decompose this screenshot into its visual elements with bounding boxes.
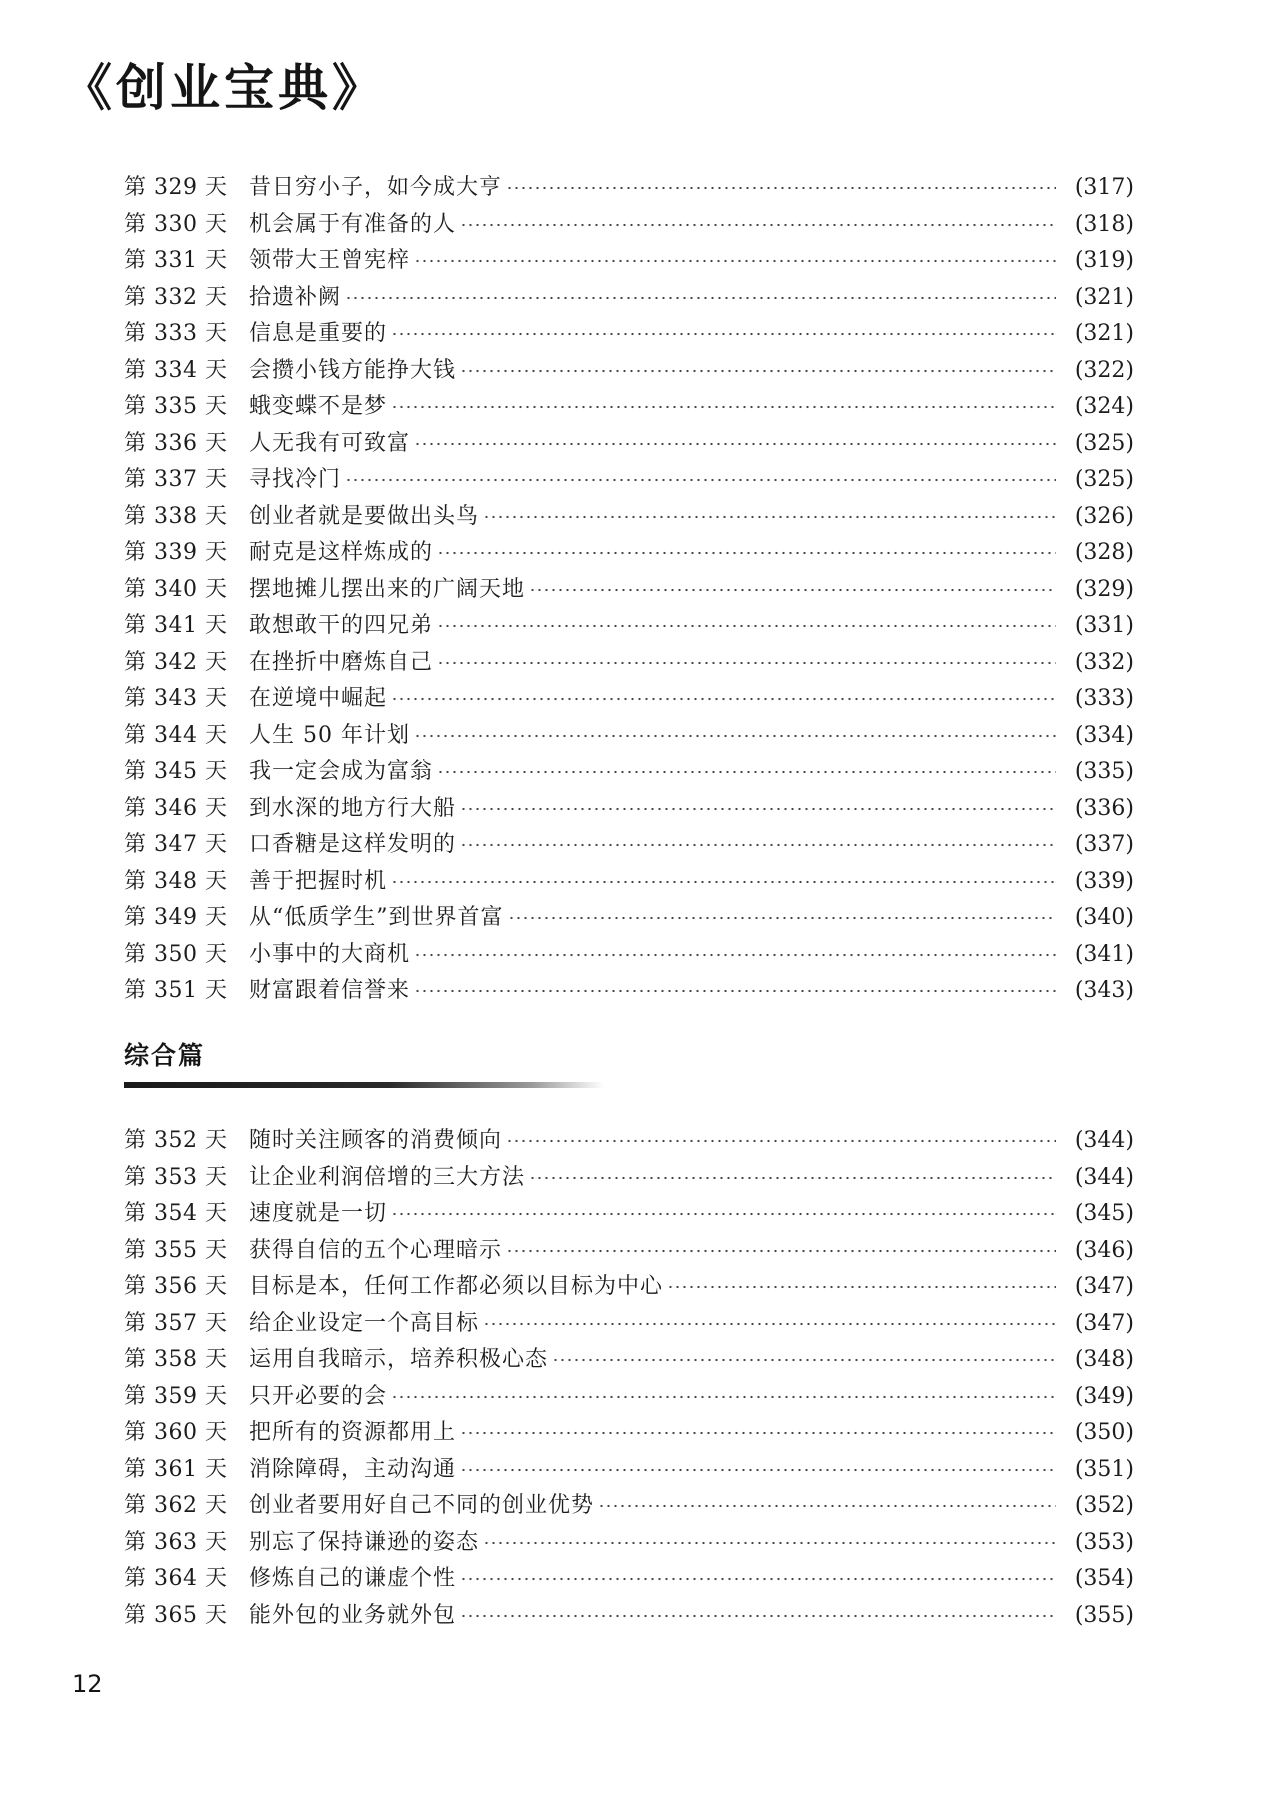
toc-entry-day: 第 333 天 bbox=[124, 321, 228, 346]
toc-entry bbox=[124, 426, 1134, 463]
toc-entry-day: 第 358 天 bbox=[124, 1347, 228, 1372]
toc-entry-day: 第 346 天 bbox=[124, 795, 228, 821]
toc-entry bbox=[124, 1269, 1134, 1306]
toc-entry-page: (325) bbox=[1074, 467, 1134, 492]
toc-dot-leader bbox=[667, 1285, 1056, 1289]
toc-entry bbox=[124, 1160, 1134, 1197]
toc-dot-leader bbox=[391, 880, 1056, 884]
toc-entry-day: 第 343 天 bbox=[124, 686, 228, 711]
toc-entry-title: 拾遗补阙 bbox=[249, 284, 342, 310]
toc-entry-day: 第 329 天 bbox=[124, 175, 228, 200]
toc-entry bbox=[124, 937, 1134, 974]
toc-entry-title: 把所有的资源都用上 bbox=[249, 1420, 457, 1445]
toc-entry bbox=[124, 1123, 1134, 1160]
toc-entry bbox=[124, 1488, 1134, 1525]
toc-entry bbox=[124, 207, 1134, 244]
toc-entry-page: (352) bbox=[1074, 1493, 1134, 1518]
toc-entry-day: 第 340 天 bbox=[124, 576, 228, 602]
toc-entry-day: 第 360 天 bbox=[124, 1420, 228, 1445]
toc-entry-page: (344) bbox=[1074, 1128, 1134, 1153]
toc-dot-leader bbox=[391, 332, 1056, 336]
toc-entry bbox=[124, 243, 1134, 280]
toc-dot-leader bbox=[437, 661, 1056, 665]
toc-entry bbox=[124, 462, 1134, 499]
toc-entry-day: 第 361 天 bbox=[124, 1456, 228, 1482]
page-number: 12 bbox=[72, 1670, 103, 1698]
toc-dot-leader bbox=[345, 296, 1056, 300]
toc-entry-title: 消除障碍，主动沟通 bbox=[249, 1456, 457, 1482]
toc-entry-title: 摆地摊儿摆出来的广阔天地 bbox=[249, 576, 526, 602]
toc-entry-day: 第 364 天 bbox=[124, 1566, 228, 1591]
toc-entry bbox=[124, 827, 1134, 864]
toc-dot-leader bbox=[508, 916, 1057, 920]
toc-entry-day: 第 356 天 bbox=[124, 1274, 228, 1299]
toc-entry-title: 寻找冷门 bbox=[249, 467, 342, 492]
toc-entry-title: 蛾变蝶不是梦 bbox=[249, 394, 388, 419]
toc-entry-page: (326) bbox=[1074, 503, 1134, 529]
toc-entry bbox=[124, 1306, 1134, 1343]
toc-entry bbox=[124, 170, 1134, 207]
toc-entry-title: 在挫折中磨炼自己 bbox=[249, 649, 434, 675]
toc-entry-day: 第 339 天 bbox=[124, 540, 228, 565]
toc-entry-page: (334) bbox=[1074, 722, 1134, 748]
toc-entry-day: 第 357 天 bbox=[124, 1310, 228, 1336]
toc-entry-day: 第 359 天 bbox=[124, 1383, 228, 1409]
toc-entry-day: 第 365 天 bbox=[124, 1602, 228, 1628]
toc-entry bbox=[124, 1415, 1134, 1452]
toc-entry bbox=[124, 681, 1134, 718]
toc-entry-page: (340) bbox=[1074, 905, 1134, 930]
toc-entry-page: (339) bbox=[1074, 868, 1134, 894]
toc-entry bbox=[124, 645, 1134, 682]
toc-entry bbox=[124, 1452, 1134, 1489]
toc-entry bbox=[124, 864, 1134, 901]
toc-entry-title: 创业者就是要做出头鸟 bbox=[249, 503, 480, 529]
section-heading-rule bbox=[124, 1082, 604, 1088]
toc-entry-page: (336) bbox=[1074, 795, 1134, 821]
toc-entry-page: (328) bbox=[1074, 540, 1134, 565]
toc-entry-day: 第 331 天 bbox=[124, 248, 228, 273]
toc-dot-leader bbox=[460, 369, 1056, 373]
toc-entry-day: 第 342 天 bbox=[124, 649, 228, 675]
toc-entry-title: 会攒小钱方能挣大钱 bbox=[249, 357, 457, 383]
toc-entry-title: 昔日穷小子，如今成大亨 bbox=[249, 175, 503, 200]
toc-entry-title: 获得自信的五个心理暗示 bbox=[249, 1237, 503, 1263]
toc-entry-page: (347) bbox=[1074, 1274, 1134, 1299]
toc-entry bbox=[124, 718, 1134, 755]
toc-entry-title: 口香糖是这样发明的 bbox=[249, 832, 457, 857]
toc-list-section-two bbox=[124, 1123, 1134, 1634]
toc-entry-page: (347) bbox=[1074, 1310, 1134, 1336]
toc-entry-day: 第 338 天 bbox=[124, 503, 228, 529]
toc-dot-leader bbox=[506, 1139, 1056, 1143]
toc-entry-title: 财富跟着信誉来 bbox=[249, 978, 411, 1003]
book-title: 《创业宝典》 bbox=[62, 58, 386, 117]
toc-entry-day: 第 344 天 bbox=[124, 722, 228, 748]
toc-entry-title: 善于把握时机 bbox=[249, 868, 388, 894]
toc-entry-page: (325) bbox=[1074, 430, 1134, 456]
toc-entry-title: 人生 50 年计划 bbox=[249, 722, 410, 748]
toc-entry-title: 别忘了保持谦逊的姿态 bbox=[249, 1529, 480, 1555]
toc-entry bbox=[124, 608, 1134, 645]
toc-entry-day: 第 355 天 bbox=[124, 1237, 228, 1263]
toc-entry-page: (321) bbox=[1074, 321, 1134, 346]
toc-dot-leader bbox=[391, 1212, 1056, 1216]
toc-entry bbox=[124, 1379, 1134, 1416]
toc-entry bbox=[124, 1233, 1134, 1270]
toc-dot-leader bbox=[552, 1358, 1056, 1362]
toc-entry bbox=[124, 1525, 1134, 1562]
toc-entry-title: 机会属于有准备的人 bbox=[249, 211, 457, 237]
toc-entry-title: 给企业设定一个高目标 bbox=[249, 1310, 480, 1336]
toc-entry bbox=[124, 900, 1134, 937]
toc-entry bbox=[124, 535, 1134, 572]
toc-entry-page: (329) bbox=[1074, 576, 1134, 602]
toc-entry-page: (322) bbox=[1074, 357, 1134, 383]
toc-entry-day: 第 345 天 bbox=[124, 759, 228, 784]
toc-entry-title: 速度就是一切 bbox=[249, 1201, 388, 1226]
toc-entry-day: 第 349 天 bbox=[124, 905, 228, 930]
toc-entry-day: 第 341 天 bbox=[124, 613, 228, 638]
toc-entry-title: 人无我有可致富 bbox=[249, 430, 411, 456]
toc-entry-title: 耐克是这样炼成的 bbox=[249, 540, 434, 565]
toc-entry bbox=[124, 754, 1134, 791]
toc-entry-page: (350) bbox=[1074, 1420, 1134, 1445]
toc-entry-page: (355) bbox=[1074, 1602, 1134, 1628]
toc-entry-title: 在逆境中崛起 bbox=[249, 686, 388, 711]
toc-entry bbox=[124, 389, 1134, 426]
toc-entry-day: 第 330 天 bbox=[124, 211, 228, 237]
toc-entry-day: 第 354 天 bbox=[124, 1201, 228, 1226]
toc-entry-title: 随时关注顾客的消费倾向 bbox=[249, 1128, 503, 1153]
toc-entry-title: 让企业利润倍增的三大方法 bbox=[249, 1164, 526, 1190]
toc-dot-leader bbox=[506, 186, 1056, 190]
toc-entry-page: (343) bbox=[1074, 978, 1134, 1003]
toc-dot-leader bbox=[483, 515, 1056, 519]
toc-dot-leader bbox=[345, 478, 1056, 482]
toc-entry-page: (321) bbox=[1074, 284, 1134, 310]
toc-entry-title: 从“低质学生”到世界首富 bbox=[249, 905, 504, 930]
toc-dot-leader bbox=[483, 1541, 1056, 1545]
toc-entry-page: (319) bbox=[1074, 248, 1134, 273]
toc-entry bbox=[124, 1561, 1134, 1598]
toc-dot-leader bbox=[460, 1431, 1056, 1435]
toc-entry-page: (354) bbox=[1074, 1566, 1134, 1591]
toc-entry-day: 第 332 天 bbox=[124, 284, 228, 310]
toc-entry-title: 运用自我暗示，培养积极心态 bbox=[249, 1347, 549, 1372]
toc-entry-page: (348) bbox=[1074, 1347, 1134, 1372]
toc-entry-page: (335) bbox=[1074, 759, 1134, 784]
toc-entry-page: (337) bbox=[1074, 832, 1134, 857]
toc-entry-page: (332) bbox=[1074, 649, 1134, 675]
toc-dot-leader bbox=[437, 551, 1056, 555]
toc-entry-page: (346) bbox=[1074, 1237, 1134, 1263]
toc-dot-leader bbox=[391, 697, 1056, 701]
toc-entry-page: (318) bbox=[1074, 211, 1134, 237]
toc-entry-day: 第 334 天 bbox=[124, 357, 228, 383]
toc-dot-leader bbox=[414, 259, 1056, 263]
toc-entry-day: 第 347 天 bbox=[124, 832, 228, 857]
toc-entry-title: 目标是本，任何工作都必须以目标为中心 bbox=[249, 1274, 664, 1299]
toc-entry-page: (353) bbox=[1074, 1529, 1134, 1555]
toc-dot-leader bbox=[414, 442, 1056, 446]
toc-entry-page: (345) bbox=[1074, 1201, 1134, 1226]
toc-entry-page: (344) bbox=[1074, 1164, 1134, 1190]
toc-entry bbox=[124, 791, 1134, 828]
toc-entry bbox=[124, 572, 1134, 609]
toc-dot-leader bbox=[414, 989, 1056, 993]
toc-entry bbox=[124, 280, 1134, 317]
toc-entry-day: 第 362 天 bbox=[124, 1493, 228, 1518]
toc-dot-leader bbox=[460, 1577, 1056, 1581]
toc-entry-title: 能外包的业务就外包 bbox=[249, 1602, 457, 1628]
toc-dot-leader bbox=[483, 1322, 1056, 1326]
toc-entry-day: 第 348 天 bbox=[124, 868, 228, 894]
toc-dot-leader bbox=[414, 734, 1056, 738]
toc-entry-title: 领带大王曾宪梓 bbox=[249, 248, 411, 273]
toc-entry-day: 第 351 天 bbox=[124, 978, 228, 1003]
toc-entry-day: 第 363 天 bbox=[124, 1529, 228, 1555]
toc-entry-page: (349) bbox=[1074, 1383, 1134, 1409]
toc-entry bbox=[124, 1598, 1134, 1635]
toc-dot-leader bbox=[391, 1395, 1056, 1399]
toc-entry bbox=[124, 316, 1134, 353]
toc-dot-leader bbox=[460, 223, 1056, 227]
toc-entry-day: 第 353 天 bbox=[124, 1164, 228, 1190]
toc-entry-title: 只开必要的会 bbox=[249, 1383, 388, 1409]
toc-entry-day: 第 352 天 bbox=[124, 1128, 228, 1153]
toc-entry bbox=[124, 1342, 1134, 1379]
toc-entry-day: 第 336 天 bbox=[124, 430, 228, 456]
toc-dot-leader bbox=[437, 770, 1056, 774]
toc-dot-leader bbox=[529, 588, 1056, 592]
toc-dot-leader bbox=[460, 843, 1056, 847]
toc-dot-leader bbox=[460, 1614, 1056, 1618]
toc-dot-leader bbox=[460, 807, 1056, 811]
toc-entry-day: 第 335 天 bbox=[124, 394, 228, 419]
toc-entry-page: (324) bbox=[1074, 394, 1134, 419]
toc-dot-leader bbox=[391, 405, 1056, 409]
toc-dot-leader bbox=[414, 953, 1056, 957]
toc-entry-page: (331) bbox=[1074, 613, 1134, 638]
toc-entry bbox=[124, 499, 1134, 536]
toc-entry-day: 第 350 天 bbox=[124, 941, 228, 967]
toc-dot-leader bbox=[529, 1176, 1056, 1180]
toc-entry-page: (351) bbox=[1074, 1456, 1134, 1482]
toc-entry bbox=[124, 973, 1134, 1010]
toc-entry-page: (317) bbox=[1074, 175, 1134, 200]
toc-dot-leader bbox=[506, 1249, 1056, 1253]
toc-entry-page: (333) bbox=[1074, 686, 1134, 711]
toc-list-section-one bbox=[124, 170, 1134, 1010]
section-heading: 综合篇 bbox=[124, 1041, 206, 1070]
toc-entry-title: 到水深的地方行大船 bbox=[249, 795, 457, 821]
toc-entry-day: 第 337 天 bbox=[124, 467, 228, 492]
toc-dot-leader bbox=[598, 1504, 1056, 1508]
toc-entry-title: 我一定会成为富翁 bbox=[249, 759, 434, 784]
toc-entry bbox=[124, 1196, 1134, 1233]
toc-dot-leader bbox=[460, 1468, 1056, 1472]
toc-entry-title: 创业者要用好自己不同的创业优势 bbox=[249, 1493, 595, 1518]
toc-entry-page: (341) bbox=[1074, 941, 1134, 967]
toc-entry-title: 信息是重要的 bbox=[249, 321, 388, 346]
toc-dot-leader bbox=[437, 624, 1056, 628]
toc-entry-title: 修炼自己的谦虚个性 bbox=[249, 1566, 457, 1591]
toc-entry bbox=[124, 353, 1134, 390]
toc-entry-title: 敢想敢干的四兄弟 bbox=[249, 613, 434, 638]
toc-entry-title: 小事中的大商机 bbox=[249, 941, 411, 967]
